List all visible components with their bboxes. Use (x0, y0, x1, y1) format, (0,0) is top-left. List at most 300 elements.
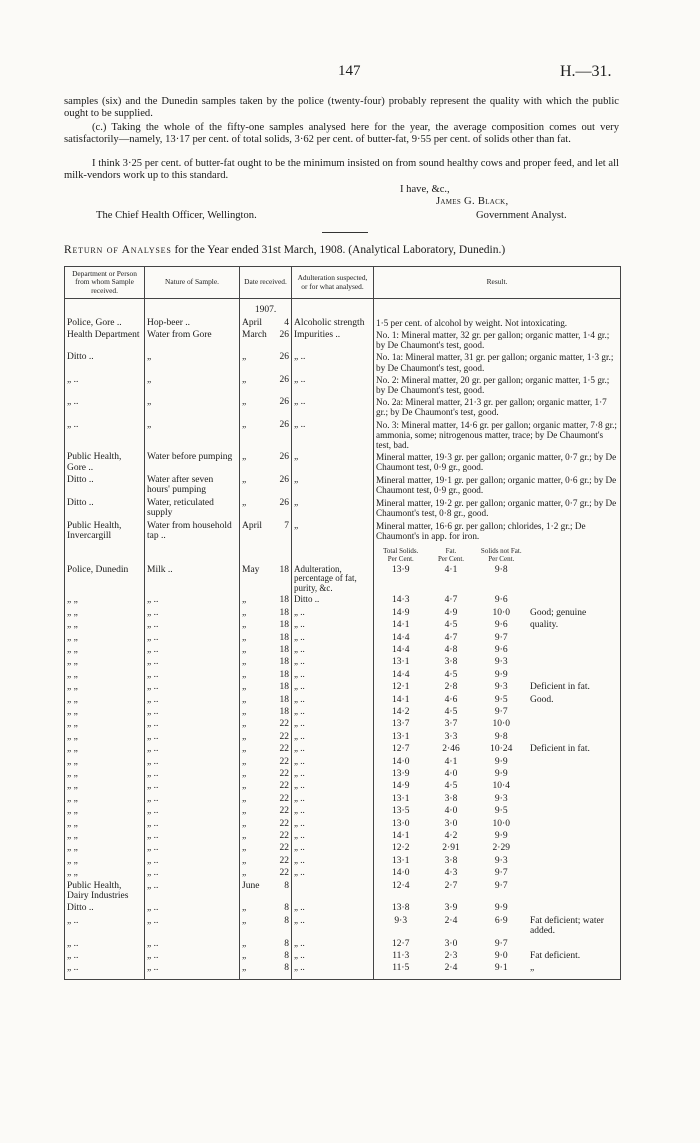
table-row (65, 564, 621, 595)
total-solids-value: 13·1 (392, 731, 410, 742)
date-month: „ (242, 682, 247, 693)
nature-cell: „ .. (145, 619, 240, 631)
adulteration-cell: Alcoholic strength (292, 317, 374, 329)
solids-not-fat-value: 9·6 (494, 644, 508, 655)
adulteration-cell (292, 880, 374, 903)
result-cell (374, 842, 621, 854)
milk-header-fat: Fat. (445, 546, 457, 555)
total-solids-value: 11·3 (392, 951, 410, 962)
date-month: „ (242, 694, 247, 705)
date-day: 22 (279, 768, 289, 779)
date-day: 26 (279, 397, 289, 408)
date-month: „ (242, 793, 247, 804)
paragraph: I think 3·25 per cent. of butter-fat ought to be the minimum insisted on from sound healthy cows and proper feed, and let all milk-vendors work up to this standard. (64, 158, 619, 182)
date-day: 8 (284, 903, 289, 914)
nature-cell: Hop-beer .. (145, 317, 240, 329)
adulteration-cell: „ .. (292, 718, 374, 730)
total-solids-value: 13·1 (392, 855, 410, 866)
table-title-rest: for the Year ended 31st March, 1908. (Analytical Laboratory, Dunedin.) (171, 244, 506, 256)
department-cell: „ .. (65, 419, 145, 452)
signatory-name: James G. Black, (436, 196, 509, 207)
department-cell: „ „ (65, 669, 145, 681)
date-day: 22 (279, 818, 289, 829)
date-month: „ (242, 731, 247, 742)
solids-not-fat-value: 9·7 (494, 632, 508, 643)
department-cell: „ .. (65, 396, 145, 418)
solids-not-fat-value: 10·0 (492, 719, 510, 730)
milk-subheader (374, 543, 621, 564)
nature-cell: „ .. (145, 694, 240, 706)
solids-not-fat-value: 2·29 (492, 843, 510, 854)
result-cell (374, 867, 621, 879)
date-day: 26 (279, 330, 289, 341)
solids-not-fat-value: 9·7 (494, 938, 508, 949)
date-cell (240, 718, 292, 730)
adulteration-cell: Impurities .. (292, 329, 374, 351)
department-cell: „ „ (65, 718, 145, 730)
date-cell (240, 681, 292, 693)
date-day: 26 (279, 352, 289, 363)
nature-cell: „ .. (145, 915, 240, 938)
fat-value: 4·2 (444, 831, 458, 842)
date-month: April (242, 317, 263, 328)
adulteration-cell: „ .. (292, 780, 374, 792)
date-day: 18 (279, 632, 289, 643)
result-cell (374, 805, 621, 817)
table-row (65, 669, 621, 681)
solids-not-fat-value: 9·9 (494, 903, 508, 914)
fat-value: 2·4 (444, 915, 458, 926)
date-month: „ (242, 938, 247, 949)
date-month: „ (242, 497, 247, 508)
remark-text: Deficient in fat. (530, 682, 590, 693)
department-cell: „ „ (65, 607, 145, 619)
adulteration-cell: Ditto .. (292, 594, 374, 606)
adulteration-cell: „ .. (292, 619, 374, 631)
table-row (65, 793, 621, 805)
nature-cell: „ .. (145, 718, 240, 730)
date-cell (240, 938, 292, 950)
adulteration-cell: „ .. (292, 374, 374, 396)
adulteration-cell: „ .. (292, 731, 374, 743)
nature-cell: „ .. (145, 669, 240, 681)
fat-value: 4·8 (444, 644, 458, 655)
date-cell (240, 768, 292, 780)
milk-subheader-labels (376, 547, 526, 555)
department-cell: „ .. (65, 938, 145, 950)
date-month: „ (242, 706, 247, 717)
nature-cell: „ .. (145, 743, 240, 755)
fat-value: 2·91 (442, 843, 460, 854)
total-solids-value: 14·9 (392, 781, 410, 792)
result-cell (374, 756, 621, 768)
result-cell (374, 938, 621, 950)
nature-cell: „ .. (145, 805, 240, 817)
adulteration-cell: Adulteration, percentage of fat, purity, &c. (292, 564, 374, 595)
total-solids-value: 9·3 (394, 915, 408, 926)
total-solids-value: 13·5 (392, 806, 410, 817)
adulteration-cell: „ .. (292, 867, 374, 879)
table-row (65, 317, 621, 329)
result-cell (374, 718, 621, 730)
total-solids-value: 13·7 (392, 719, 410, 730)
col-header-department: Department or Person from whom Sample received. (65, 267, 145, 299)
table-row (65, 594, 621, 606)
solids-not-fat-value: 9·9 (494, 756, 508, 767)
milk-header-unit: Per Cent. (488, 554, 515, 563)
solids-not-fat-value: 9·9 (494, 831, 508, 842)
adulteration-cell: „ .. (292, 669, 374, 681)
date-cell (240, 317, 292, 329)
col-header-adulteration: Adulteration suspected, or for what analysed. (292, 267, 374, 299)
remark-text: „ (530, 963, 535, 974)
fat-value: 4·5 (444, 669, 458, 680)
table-row (65, 706, 621, 718)
date-month: March (242, 330, 267, 341)
fat-value: 4·5 (444, 781, 458, 792)
date-month: „ (242, 903, 247, 914)
table-row (65, 474, 621, 497)
date-day: 22 (279, 744, 289, 755)
date-day: 7 (284, 520, 289, 531)
date-cell (240, 950, 292, 962)
result-cell (374, 669, 621, 681)
department-cell: „ „ (65, 706, 145, 718)
table-row (65, 867, 621, 879)
date-day: 4 (284, 317, 289, 328)
date-month: „ (242, 669, 247, 680)
date-month: „ (242, 831, 247, 842)
date-day: 22 (279, 781, 289, 792)
table-row (65, 656, 621, 668)
solids-not-fat-value: 9·8 (494, 564, 508, 575)
fat-value: 3·8 (444, 855, 458, 866)
department-cell: „ „ (65, 805, 145, 817)
adulteration-cell: „ .. (292, 842, 374, 854)
result-cell: No. 2: Mineral matter, 20 gr. per gallon; organic matter, 1·5 gr.; by De Chaumont's test, good. (374, 374, 621, 396)
date-day: 8 (284, 880, 289, 891)
nature-cell: Water, reticulated supply (145, 497, 240, 520)
nature-cell: Water from household tap .. (145, 520, 240, 543)
returns-table (64, 266, 621, 980)
nature-cell: „ .. (145, 706, 240, 718)
adulteration-cell: „ .. (292, 768, 374, 780)
date-day: 26 (279, 419, 289, 430)
result-cell (374, 594, 621, 606)
date-day: 18 (279, 669, 289, 680)
result-cell (374, 694, 621, 706)
department-cell: „ „ (65, 681, 145, 693)
table-row (65, 607, 621, 619)
date-month: „ (242, 644, 247, 655)
page-number: 147 (338, 63, 361, 79)
department-cell: „ „ (65, 594, 145, 606)
department-cell: „ .. (65, 374, 145, 396)
adulteration-cell: „ .. (292, 351, 374, 373)
nature-cell: „ .. (145, 855, 240, 867)
date-day: 18 (279, 682, 289, 693)
date-cell (240, 818, 292, 830)
date-day: 18 (279, 706, 289, 717)
date-month: „ (242, 397, 247, 408)
date-day: 18 (279, 644, 289, 655)
total-solids-value: 14·1 (392, 620, 410, 631)
fat-value: 3·8 (444, 657, 458, 668)
fat-value: 4·5 (444, 706, 458, 717)
remark-text: quality. (530, 620, 559, 631)
fat-value: 4·9 (444, 607, 458, 618)
fat-value: 2·7 (444, 880, 458, 891)
remark-text: Fat deficient; water added. (530, 915, 604, 937)
department-cell: Police, Dunedin (65, 564, 145, 595)
department-cell: Ditto .. (65, 497, 145, 520)
fat-value: 3·9 (444, 903, 458, 914)
date-day: 18 (279, 595, 289, 606)
result-cell (374, 962, 621, 974)
page-reference: H.—31. (560, 63, 612, 80)
fat-value: 4·7 (444, 632, 458, 643)
date-day: 22 (279, 855, 289, 866)
department-cell: Ditto .. (65, 351, 145, 373)
fat-value: 4·0 (444, 806, 458, 817)
solids-not-fat-value: 9·6 (494, 595, 508, 606)
fat-value: 4·0 (444, 768, 458, 779)
date-cell (240, 594, 292, 606)
date-day: 8 (284, 938, 289, 949)
adulteration-cell: „ .. (292, 818, 374, 830)
department-cell: Ditto .. (65, 902, 145, 914)
result-cell (374, 855, 621, 867)
milk-header-total: Total Solids. (383, 546, 419, 555)
date-cell (240, 497, 292, 520)
date-cell (240, 867, 292, 879)
date-cell (240, 564, 292, 595)
total-solids-value: 14·4 (392, 669, 410, 680)
nature-cell: „ .. (145, 938, 240, 950)
adulteration-cell: „ .. (292, 706, 374, 718)
remark-text: Fat deficient. (530, 951, 581, 962)
date-month: „ (242, 768, 247, 779)
date-cell (240, 805, 292, 817)
date-cell (240, 419, 292, 452)
date-cell (240, 842, 292, 854)
table-row (65, 780, 621, 792)
date-month: „ (242, 475, 247, 486)
solids-not-fat-value: 9·5 (494, 806, 508, 817)
adulteration-cell: „ .. (292, 855, 374, 867)
date-day: 26 (279, 374, 289, 385)
table-row (65, 731, 621, 743)
result-cell: No. 1a: Mineral matter, 31 gr. per gallon; organic matter, 1·3 gr.; by De Chaumont's test, good. (374, 351, 621, 373)
date-month: April (242, 520, 263, 531)
divider (322, 232, 368, 233)
department-cell: „ „ (65, 756, 145, 768)
date-month: „ (242, 632, 247, 643)
adulteration-cell: „ .. (292, 756, 374, 768)
adulteration-cell: „ .. (292, 743, 374, 755)
date-day: 18 (279, 564, 289, 575)
date-cell (240, 644, 292, 656)
signatory-title: Government Analyst. (476, 210, 567, 221)
adulteration-cell: „ .. (292, 915, 374, 938)
solids-not-fat-value: 9·3 (494, 793, 508, 804)
result-cell: No. 1: Mineral matter, 32 gr. per gallon; organic matter, 1·4 gr.; by De Chaumont's test, good. (374, 329, 621, 351)
total-solids-value: 14·9 (392, 607, 410, 618)
adulteration-cell: „ .. (292, 419, 374, 452)
year-row (65, 299, 621, 317)
result-cell (374, 681, 621, 693)
total-solids-value: 14·4 (392, 632, 410, 643)
nature-cell: „ .. (145, 902, 240, 914)
date-month: „ (242, 452, 247, 463)
date-cell (240, 962, 292, 974)
nature-cell: Water from Gore (145, 329, 240, 351)
result-cell: No. 3: Mineral matter, 14·6 gr. per gallon; organic matter, 7·8 gr.; ammonia, some; nitrogenous matter, trace; by De Chaumont's test, bad. (374, 419, 621, 452)
solids-not-fat-value: 9·7 (494, 868, 508, 879)
nature-cell: „ .. (145, 780, 240, 792)
adulteration-cell: „ .. (292, 632, 374, 644)
nature-cell: „ .. (145, 818, 240, 830)
fat-value: 4·6 (444, 694, 458, 705)
total-solids-value: 12·7 (392, 744, 410, 755)
department-cell: „ „ (65, 830, 145, 842)
result-cell (374, 644, 621, 656)
date-month: „ (242, 781, 247, 792)
department-cell: „ „ (65, 619, 145, 631)
date-cell (240, 451, 292, 474)
date-cell (240, 793, 292, 805)
solids-not-fat-value: 9·7 (494, 880, 508, 891)
department-cell: „ „ (65, 694, 145, 706)
date-month: „ (242, 868, 247, 879)
date-day: 22 (279, 731, 289, 742)
date-cell (240, 374, 292, 396)
result-cell: Mineral matter, 16·6 gr. per gallon; chlorides, 1·2 gr.; De Chaumont's in app. for iron. (374, 520, 621, 543)
solids-not-fat-value: 10·4 (492, 781, 510, 792)
year-cell (240, 299, 292, 317)
date-cell (240, 351, 292, 373)
solids-not-fat-value: 9·9 (494, 768, 508, 779)
result-cell (374, 818, 621, 830)
date-day: 18 (279, 620, 289, 631)
table-row (65, 632, 621, 644)
solids-not-fat-value: 10·0 (492, 607, 510, 618)
remark-text: Good; genuine (530, 607, 587, 618)
result-cell: Mineral matter, 19·3 gr. per gallon; organic matter, 0·7 gr.; by De Chaumont test, 0·9 gr., good. (374, 451, 621, 474)
paragraph: (c.) Taking the whole of the fifty-one samples analysed here for the year, the average composition comes out very satisfactorily—namely, 13·17 per cent. of total solids, 3·62 per cent. of butter-fat, 9·55 per cent. of solids other than fat. (64, 122, 619, 146)
fat-value: 3·8 (444, 793, 458, 804)
department-cell: „ „ (65, 632, 145, 644)
adulteration-cell: „ .. (292, 830, 374, 842)
table-title (64, 244, 624, 256)
col-header-nature: Nature of Sample. (145, 267, 240, 299)
date-cell (240, 329, 292, 351)
milk-header-unit: Per Cent. (437, 554, 465, 563)
adulteration-cell: „ .. (292, 793, 374, 805)
total-solids-value: 14·3 (392, 595, 410, 606)
result-cell (374, 793, 621, 805)
table-row (65, 619, 621, 631)
adulteration-cell: „ (292, 497, 374, 520)
nature-cell: „ .. (145, 756, 240, 768)
table-row (65, 950, 621, 962)
date-day: 26 (279, 497, 289, 508)
result-cell (374, 564, 621, 595)
result-cell: Mineral matter, 19·1 gr. per gallon; organic matter, 0·6 gr.; by De Chaumont test, 0·9 gr., good. (374, 474, 621, 497)
nature-cell: „ .. (145, 632, 240, 644)
date-cell (240, 780, 292, 792)
fat-value: 4·1 (444, 756, 458, 767)
result-cell (374, 880, 621, 903)
result-cell (374, 768, 621, 780)
result-cell (374, 902, 621, 914)
date-cell (240, 694, 292, 706)
date-cell (240, 632, 292, 644)
total-solids-value: 14·2 (392, 706, 410, 717)
adulteration-cell: „ .. (292, 607, 374, 619)
total-solids-value: 12·1 (392, 682, 410, 693)
date-day: 8 (284, 915, 289, 926)
table-row (65, 842, 621, 854)
date-month: „ (242, 843, 247, 854)
date-cell (240, 855, 292, 867)
result-cell (374, 706, 621, 718)
department-cell: Public Health, Dairy Industries (65, 880, 145, 903)
date-cell (240, 880, 292, 903)
date-month: May (242, 564, 260, 575)
solids-not-fat-value: 9·1 (494, 963, 508, 974)
total-solids-value: 13·0 (392, 818, 410, 829)
table-row (65, 718, 621, 730)
fat-value: 4·5 (444, 620, 458, 631)
department-cell: „ „ (65, 731, 145, 743)
date-day: 22 (279, 806, 289, 817)
date-cell (240, 396, 292, 418)
department-cell: „ „ (65, 656, 145, 668)
nature-cell: „ (145, 351, 240, 373)
milk-subheader-units (376, 555, 526, 563)
fat-value: 3·0 (444, 818, 458, 829)
nature-cell: „ .. (145, 880, 240, 903)
adulteration-cell: „ .. (292, 805, 374, 817)
date-month: „ (242, 595, 247, 606)
table-row (65, 880, 621, 903)
table-row (65, 451, 621, 474)
total-solids-value: 13·9 (392, 768, 410, 779)
table-row (65, 694, 621, 706)
nature-cell: „ .. (145, 681, 240, 693)
fat-value: 3·7 (444, 719, 458, 730)
nature-cell: „ .. (145, 731, 240, 743)
nature-cell: „ (145, 396, 240, 418)
solids-not-fat-value: 10·0 (492, 818, 510, 829)
adulteration-cell: „ .. (292, 644, 374, 656)
department-cell: „ .. (65, 962, 145, 974)
department-cell: „ „ (65, 842, 145, 854)
adulteration-cell: „ .. (292, 902, 374, 914)
result-cell (374, 632, 621, 644)
date-month: „ (242, 374, 247, 385)
nature-cell: „ (145, 419, 240, 452)
nature-cell: Water before pumping (145, 451, 240, 474)
nature-cell: Water after seven hours' pumping (145, 474, 240, 497)
nature-cell: „ .. (145, 793, 240, 805)
adulteration-cell: „ .. (292, 962, 374, 974)
result-cell: No. 2a: Mineral matter, 21·3 gr. per gallon; organic matter, 1·7 gr.; by De Chaumont's test, good. (374, 396, 621, 418)
result-cell (374, 950, 621, 962)
col-header-date: Date received. (240, 267, 292, 299)
adulteration-cell: „ .. (292, 938, 374, 950)
